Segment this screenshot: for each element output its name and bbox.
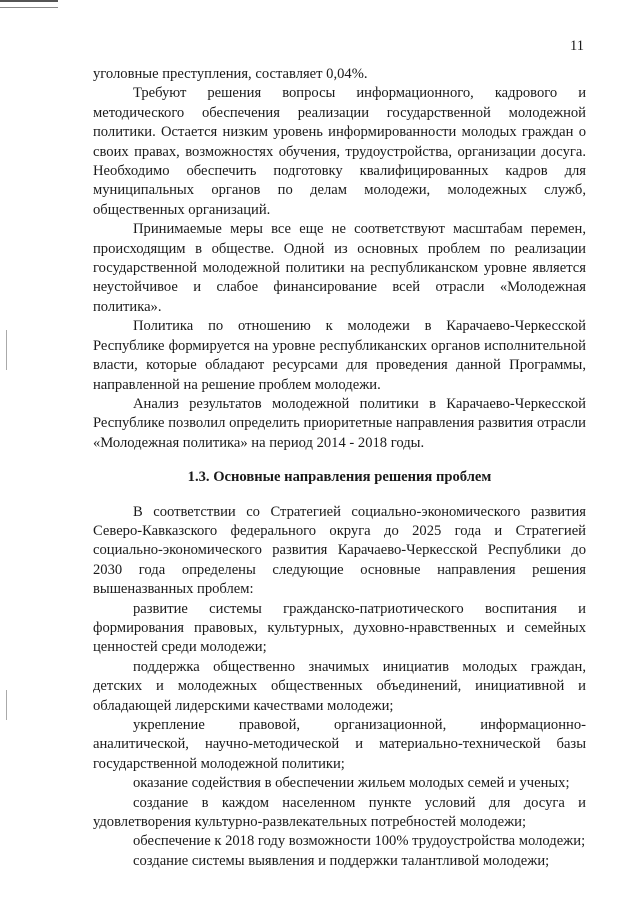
paragraph: Политика по отношению к молодежи в Карачаево-Черкесской Республике формируется на уровне республиканских органов исполнительной власти, которые обладают ресурсами для проведения данной Программы, направленной на решение проблем молодежи. — [93, 318, 586, 393]
scan-artifact — [0, 0, 58, 8]
direction-item: поддержка общественно значимых инициатив молодых граждан, детских и молодежных общественных объединений, инициативной и обладающей лидерскими качествами молодежи; — [93, 658, 586, 714]
direction-item: развитие системы гражданско-патриотического воспитания и формирования правовых, культурных, духовно-нравственных и семейных ценностей среди молодежи; — [93, 600, 586, 656]
scan-edge-mark — [6, 690, 7, 720]
direction-item: обеспечение к 2018 году возможности 100% трудоустройства молодежи; — [133, 833, 586, 850]
paragraph: Требуют решения вопросы информационного, кадрового и методического обеспечения реализации государственной молодежной политики. Остается низким уровень информированности молодых граждан о своих правах, возможностях обучения, трудоустройства, организации досуга. Необходимо обеспечить подготовку квалифицированных кадров для муниципальных органов по делам молодежи, молодежных служб, общественных организаций. — [93, 85, 586, 218]
direction-item: создание в каждом населенном пункте условий для досуга и удовлетворения культурно-развлекательных потребностей молодежи; — [93, 794, 586, 831]
direction-item: укрепление правовой, организационной, информационно-аналитической, научно-методической и материально-технической базы государственной молодежной политики; — [93, 717, 586, 772]
page-number: 11 — [570, 38, 584, 54]
paragraph: уголовные преступления, составляет 0,04%. — [93, 66, 368, 82]
direction-item: создание системы выявления и поддержки талантливой молодежи; — [133, 852, 550, 869]
section-heading: 1.3. Основные направления решения проблем — [187, 469, 492, 486]
paragraph: Анализ результатов молодежной политики в Карачаево-Черкесской Республике позволил определить приоритетные направления развития отрасли «Молодежная политика» на период 2014 - 2018 годы. — [93, 395, 586, 451]
direction-item: оказание содействия в обеспечении жильем молодых семей и ученых; — [133, 775, 570, 792]
paragraph: Принимаемые меры все еще не соответствуют масштабам перемен, происходящим в обществе. Одной из основных проблем по реализации государственной молодежной политики на республиканском уровне является неустойчивое и слабое финансирование всей отрасли «Молодежная политика». — [93, 221, 586, 315]
intro-paragraph: В соответствии со Стратегией социально-экономического развития Северо-Кавказского федерального округа до 2025 года и Стратегией социально-экономического развития Карачаево-Черкесской Республики до 2030 года определены следующие основные направления решения вышеназванных проблем: — [93, 503, 586, 598]
scan-edge-mark — [6, 330, 7, 370]
document-body — [93, 65, 586, 871]
